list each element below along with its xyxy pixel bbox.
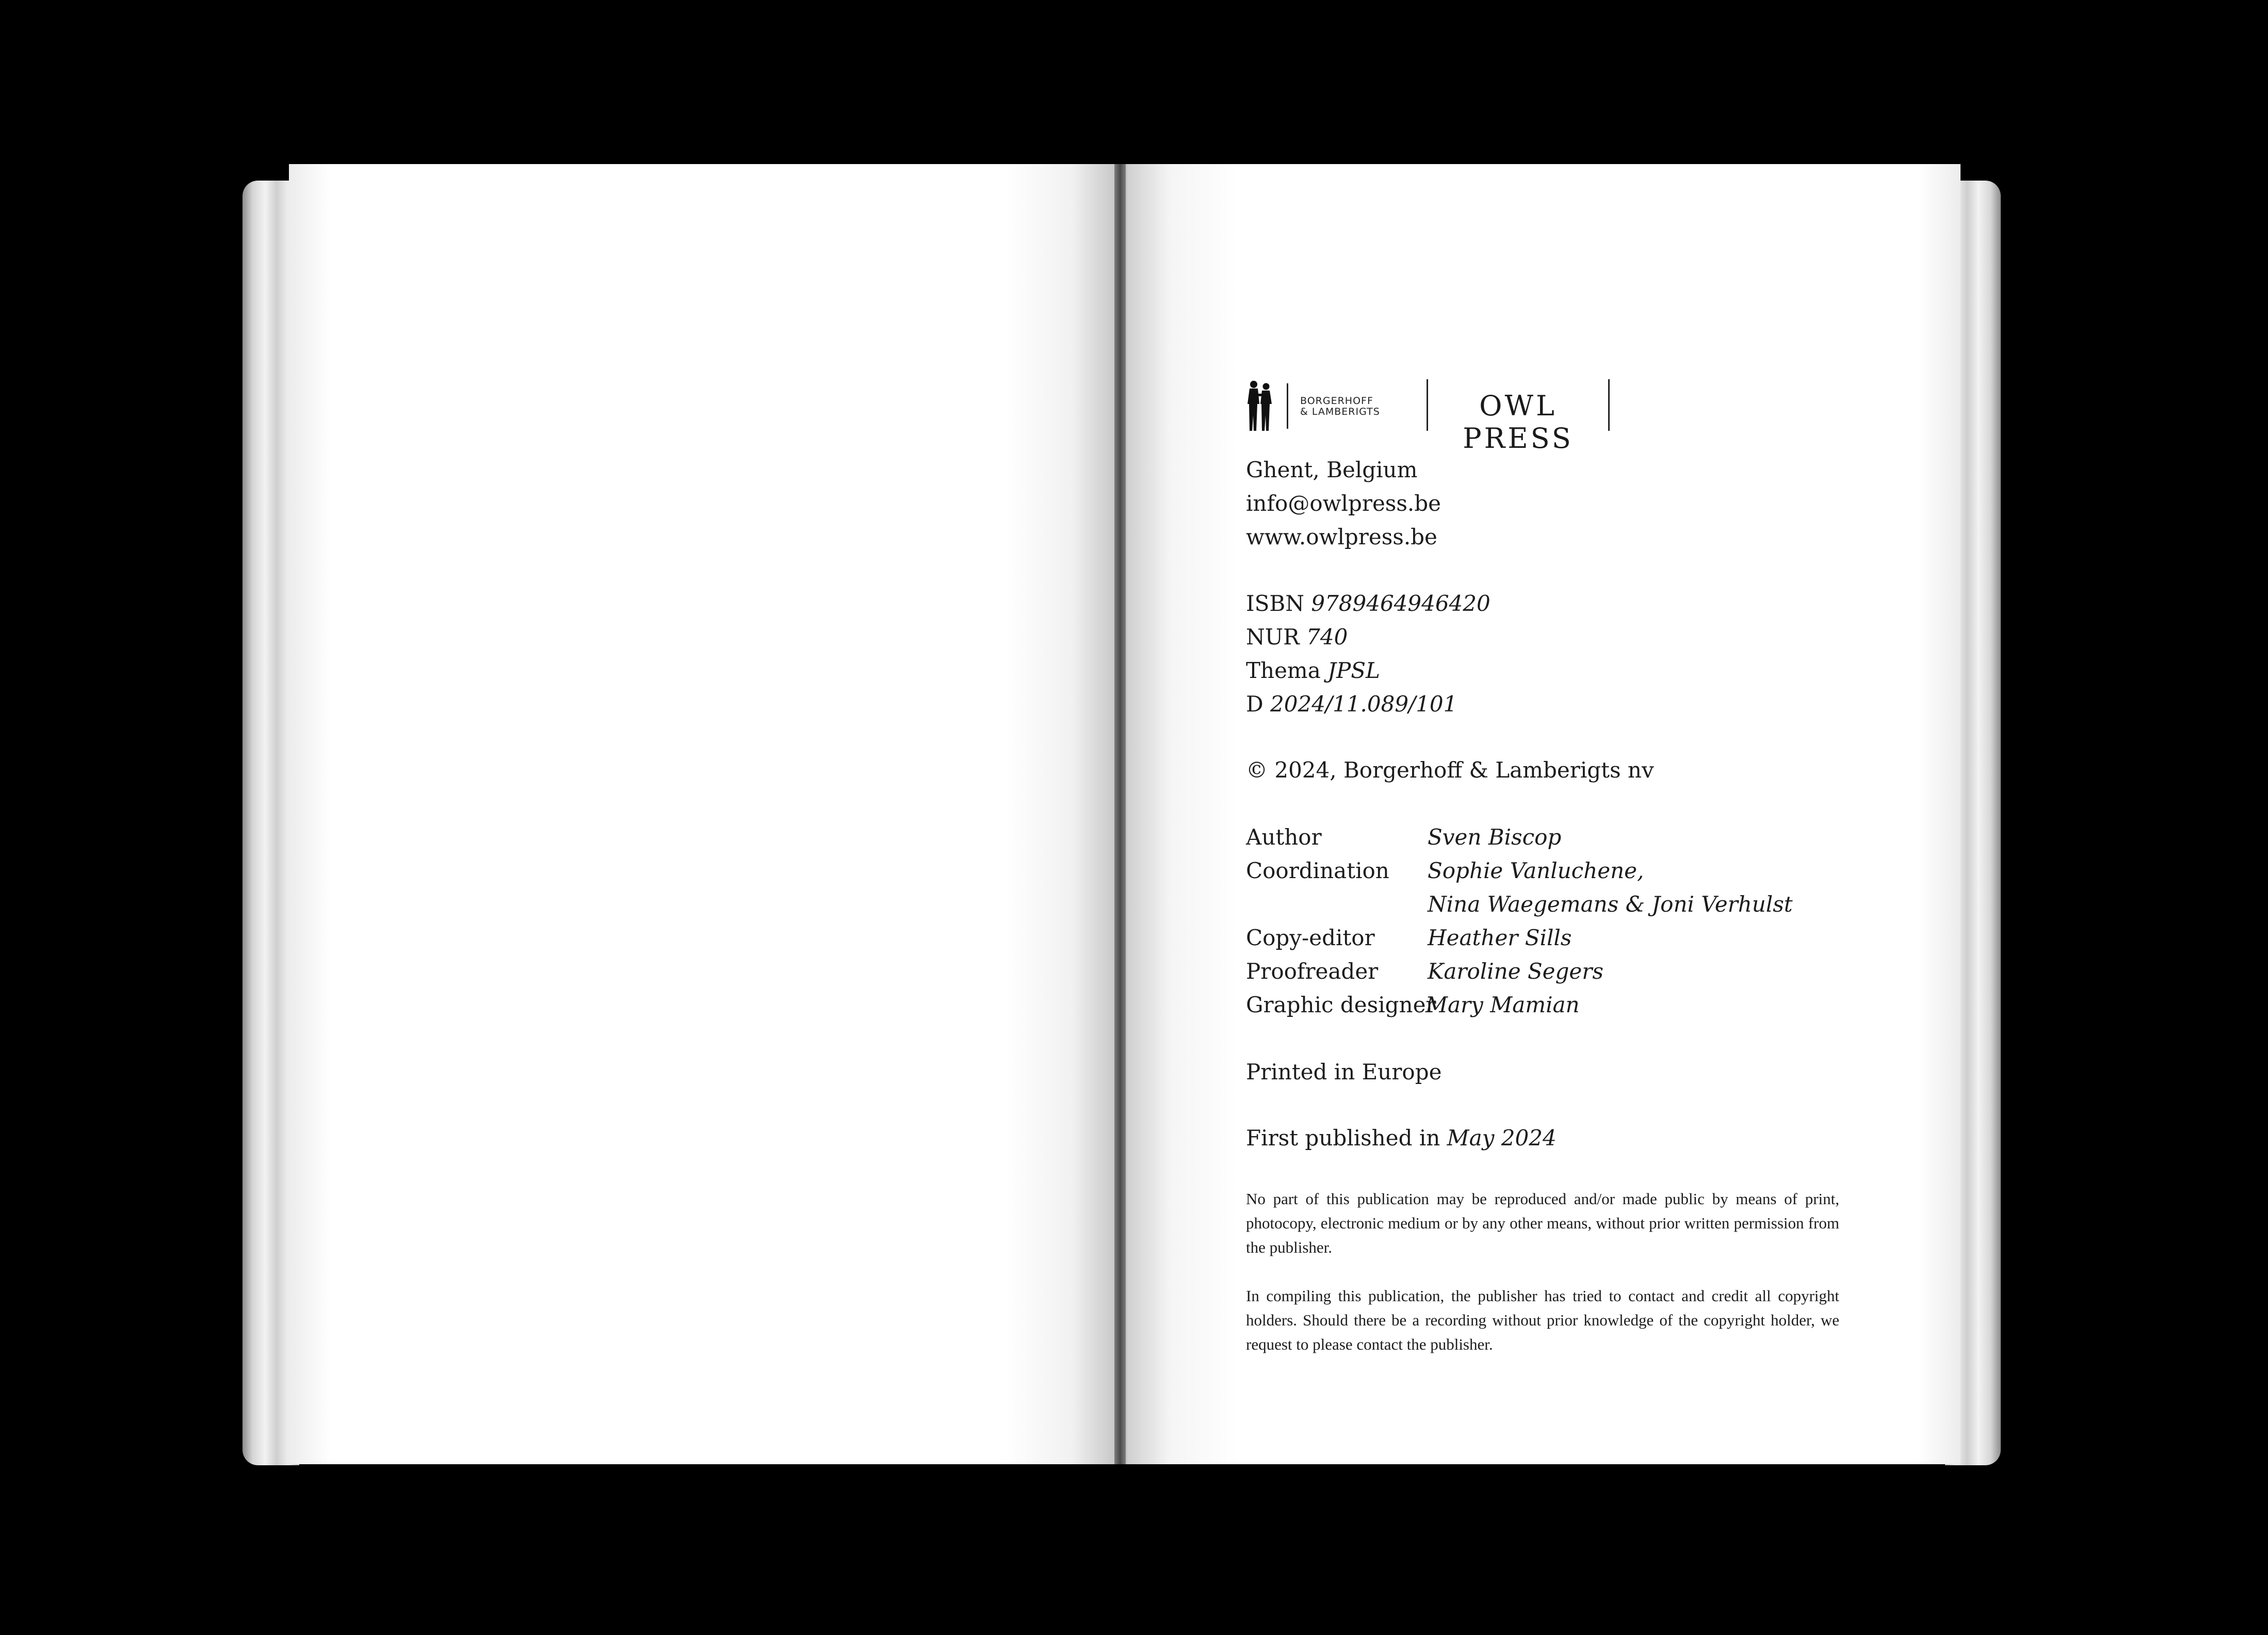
first-published-line [1246,1121,1557,1155]
credit-name: Heather Sills [1428,925,1572,950]
nur-line [1246,620,1491,654]
nur-label: NUR [1246,624,1300,650]
thema-line [1246,654,1491,687]
credit-name: Sophie Vanluchene, [1428,858,1644,883]
credit-role: Copy-editor [1246,925,1375,950]
book-gutter [1114,164,1126,1464]
thema-value: JPSL [1327,658,1380,683]
credit-role: Graphic designer [1246,992,1436,1017]
email: info@owlpress.be [1246,491,1441,516]
isbn-label: ISBN [1246,591,1304,616]
credit-role: Author [1246,824,1322,850]
credit-role: Coordination [1246,858,1389,883]
credit-name: Sven Biscop [1428,824,1562,850]
owl-press-wordmark [1427,379,1610,455]
isbn-value: 9789464946420 [1311,591,1491,616]
imprint-line-2: & LAMBERIGTS [1300,406,1380,417]
depot-label: D [1246,691,1263,717]
nur-value: 740 [1306,624,1348,650]
first-published-label: First published in [1246,1125,1440,1151]
imprint-line-1: BORGERHOFF [1300,395,1373,407]
rights-notice: No part of this publication may be reproduced and/or made public by means of print, photocopy, electronic medium or by any other means, without prior written permission from the publisher. [1246,1190,1839,1256]
city: Ghent, Belgium [1246,457,1418,482]
isbn-line [1246,587,1491,620]
right-page-colophon [1120,164,1961,1464]
thema-label: Thema [1246,658,1321,683]
depot-line [1246,687,1491,721]
copyright-line: © 2024, Borgerhoff & Lamberigts nv [1246,757,1654,783]
left-page-blank [289,164,1122,1464]
two-figures-logo-icon [1244,379,1274,433]
credit-name: Karoline Segers [1428,959,1603,984]
credit-name: Nina Waegemans & Joni Verhulst [1428,892,1793,917]
imprint-wordmark [1300,396,1380,417]
first-published-date: May 2024 [1447,1125,1557,1151]
website: www.owlpress.be [1246,524,1437,549]
brand-name: OWL PRESS [1463,390,1574,455]
identifiers-block [1246,587,1491,721]
publisher-logo [1244,379,1616,455]
printed-line: Printed in Europe [1246,1059,1442,1084]
contact-block [1246,453,1441,554]
copyright-holders-notice: In compiling this publication, the publisher has tried to contact and credit all copyright holders. Should there be a recording without prior knowledge of the copyright holder, we request to please contact the publisher. [1246,1287,1839,1353]
credit-name: Mary Mamian [1425,992,1580,1017]
credit-role: Proofreader [1246,959,1379,984]
logo-divider [1287,383,1288,429]
depot-value: 2024/11.089/101 [1270,691,1457,717]
